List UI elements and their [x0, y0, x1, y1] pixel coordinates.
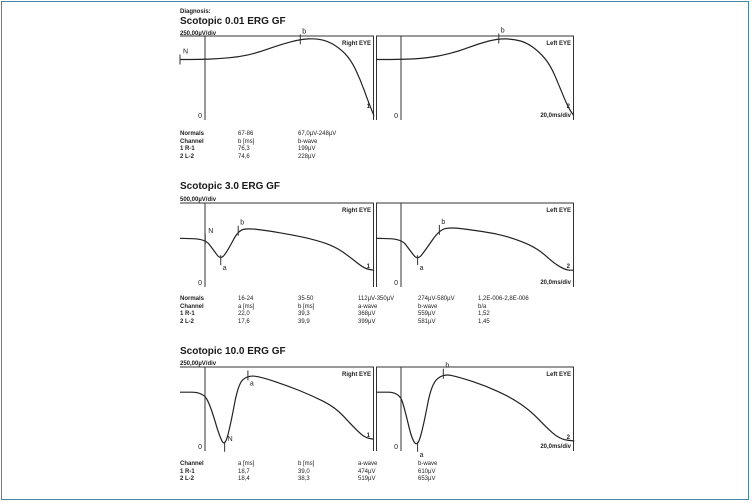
R-eye-title: Right EYE [341, 208, 371, 214]
table-cell: 67-86 [238, 131, 254, 137]
L-erg-trace [376, 228, 574, 273]
table-cell: 18,4 [238, 476, 250, 482]
L-marker-a: a [419, 451, 424, 459]
R-zero-label: 0 [198, 113, 202, 120]
table-cell: 22,0 [238, 311, 250, 317]
table-cell: a [ms] [238, 303, 255, 310]
R-marker-N: N [208, 228, 214, 236]
L-zero-label: 0 [394, 444, 398, 451]
table-cell: 228µV [298, 153, 316, 160]
table-cell: b [ms] [238, 138, 255, 145]
L-eye-title: Left EYE [546, 41, 571, 47]
table-cell: 581µV [418, 318, 436, 325]
table-cell: a-wave [358, 303, 378, 310]
R-marker-b: b [240, 219, 245, 227]
table-cell: 74,6 [238, 153, 250, 160]
table-cell: 18,7 [238, 468, 250, 475]
L-zero-label: 0 [394, 113, 398, 120]
table-cell: 519µV [358, 476, 376, 482]
table-cell: 1 R-1 [180, 311, 195, 317]
table-cell: a-wave [358, 461, 378, 467]
R-zero-label: 0 [198, 444, 202, 451]
panel-3-scale: 250,00µV/div [180, 361, 217, 367]
table-cell: 1 R-1 [180, 468, 195, 475]
table-cell: 399µV [358, 318, 376, 325]
table-cell: 610µV [418, 468, 436, 475]
R-erg-trace [180, 39, 374, 116]
panel-1-scale: 250,00µV/div [180, 31, 217, 37]
R-marker-N: N [227, 435, 233, 443]
L-zero-label: 0 [394, 280, 398, 287]
panel-3-right-plot [180, 355, 374, 455]
R-channel-label: 1 [366, 104, 370, 110]
table-cell: b [ms] [298, 303, 315, 310]
L-eye-title: Left EYE [546, 372, 571, 378]
table-cell: 39,3 [298, 311, 310, 317]
table-cell: 653µV [418, 476, 436, 482]
L-channel-label: 2 [566, 104, 570, 110]
table-cell: b/a [478, 303, 487, 310]
table-cell: Normals [180, 131, 205, 137]
R-erg-trace [180, 376, 374, 443]
L-eye-title: Left EYE [546, 208, 571, 214]
L-erg-trace [376, 39, 574, 116]
table-cell: Normals [180, 296, 205, 302]
panel-1-right-plot [180, 24, 374, 124]
table-cell: 17,6 [238, 318, 250, 325]
time-scale-label: 20,0ms/div [540, 444, 571, 450]
panel-2-scale: 500,00µV/div [180, 197, 217, 203]
table-cell: b [ms] [298, 461, 315, 467]
table-cell: 35-50 [298, 296, 314, 302]
time-scale-label: 20,0ms/div [540, 280, 571, 286]
table-cell: 39,9 [298, 318, 310, 325]
table-cell: 16-24 [238, 296, 254, 302]
table-cell: 76,3 [238, 146, 250, 152]
L-marker-b: b [441, 218, 446, 226]
table-cell: 1 R-1 [180, 146, 195, 152]
panel-1-left-plot [376, 24, 574, 124]
R-marker-a: a [222, 265, 227, 273]
table-cell: 1,2E-006-2,8E-006 [478, 296, 529, 302]
table-cell: b-wave [418, 461, 438, 467]
table-cell: 2 L-2 [180, 476, 195, 482]
table-cell: Channel [180, 138, 204, 145]
table-cell: b-wave [298, 138, 318, 145]
diagnosis-label: Diagnosis: [180, 9, 211, 15]
table-cell: 2 L-2 [180, 153, 195, 160]
L-marker-b: b [500, 27, 505, 35]
L-marker-b: b [445, 362, 450, 370]
table-cell: b-wave [418, 303, 438, 310]
R-eye-title: Right EYE [341, 41, 371, 47]
time-scale-label: 20,0ms/div [540, 113, 571, 119]
table-cell: Channel [180, 303, 204, 310]
table-cell: a [ms] [238, 461, 255, 467]
L-channel-label: 2 [566, 264, 570, 271]
table-cell: 559µV [418, 311, 436, 317]
L-marker-a: a [419, 265, 424, 273]
R-eye-title: Right EYE [341, 372, 371, 378]
table-cell: Channel [180, 461, 204, 467]
table-cell: 199µV [298, 146, 316, 152]
R-channel-label: 1 [366, 433, 370, 440]
table-cell: 112µV-350µV [358, 296, 395, 302]
table-cell: 474µV [358, 468, 376, 475]
panel-2-title: Scotopic 3.0 ERG GF [180, 181, 281, 192]
R-channel-label: 1 [366, 264, 370, 271]
panel-3-left-plot [376, 355, 574, 459]
table-cell: 39,0 [298, 468, 310, 475]
table-cell: 2 L-2 [180, 318, 195, 325]
table-cell: 1,52 [478, 311, 490, 317]
R-zero-label: 0 [198, 280, 202, 287]
table-cell: 38,3 [298, 476, 310, 482]
table-cell: 67,0µV-248µV [298, 131, 337, 137]
panel-2-left-plot [376, 191, 574, 291]
figure-frame [1, 1, 749, 500]
R-marker-N: N [183, 48, 189, 56]
table-cell: 368µV [358, 311, 376, 317]
L-erg-trace [376, 375, 574, 444]
table-cell: 1,45 [478, 318, 490, 325]
R-marker-b: b [302, 28, 307, 36]
table-cell: 274µV-580µV [418, 296, 455, 302]
panel-2-right-plot [180, 191, 374, 291]
panel-1-title: Scotopic 0.01 ERG GF [180, 16, 286, 27]
L-channel-label: 2 [566, 434, 570, 441]
panel-3-title: Scotopic 10.0 ERG GF [180, 346, 286, 357]
R-marker-a: a [249, 380, 254, 388]
